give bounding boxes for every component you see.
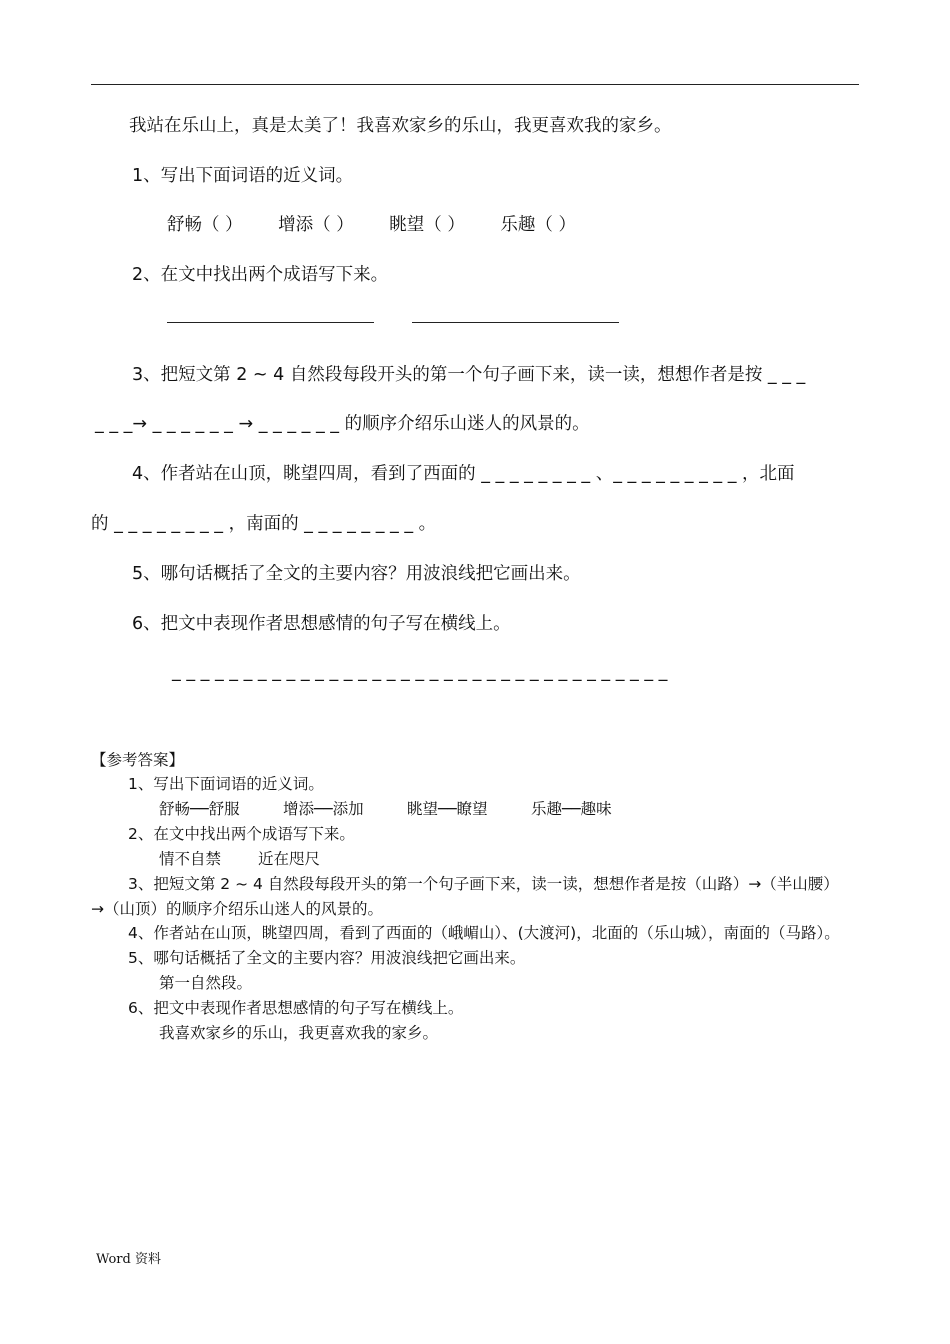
- answer-1-prompt: 1、写出下面词语的近义词。: [128, 775, 324, 793]
- answer-3-line-1: 3、把短文第 2 ~ 4 自然段每段开头的第一个句子画下来，读一读，想想作者是按（山路）→（半山腰）: [128, 875, 839, 893]
- question-4-line-1: 4、作者站在山顶，眺望四周，看到了西面的 _ _ _ _ _ _ _ _ 、_ _ _ _ _ _ _ _ _ ，北面: [132, 464, 795, 484]
- answer-6-text: 我喜欢家乡的乐山，我更喜欢我的家乡。: [159, 1024, 439, 1042]
- answer-3-line-2: →（山顶）的顺序介绍乐山迷人的风景的。: [91, 900, 383, 918]
- question-3-line-2: _ _ _→ _ _ _ _ _ _ → _ _ _ _ _ _ 的顺序介绍乐山迷人的风景的。: [95, 414, 590, 434]
- question-6-blank: _ _ _ _ _ _ _ _ _ _ _ _ _ _ _ _ _ _ _ _ _ _ _ _ _ _ _ _ _ _ _ _ _ _ _: [172, 662, 668, 682]
- word-blank: 增添（ ）: [278, 215, 354, 235]
- question-2: 2、在文中找出两个成语写下来。: [132, 265, 389, 285]
- word-blank: 舒畅（ ）: [167, 215, 243, 235]
- answer-6-prompt: 6、把文中表现作者思想感情的句子写在横线上。: [128, 999, 464, 1017]
- word-blank: 乐趣（ ）: [500, 215, 576, 235]
- question-6: 6、把文中表现作者思想感情的句子写在横线上。: [132, 614, 511, 634]
- answer-line-1: [167, 322, 374, 323]
- answer-1-item: 增添──添加: [283, 800, 364, 818]
- header-rule: [91, 84, 859, 85]
- passage-last-line: 我站在乐山上，真是太美了！我喜欢家乡的乐山，我更喜欢我的家乡。: [129, 116, 672, 136]
- word-blank: 眺望（ ）: [389, 215, 465, 235]
- answer-1-item: 舒畅──舒服: [159, 800, 240, 818]
- question-1-words: [167, 211, 606, 236]
- answer-2-prompt: 2、在文中找出两个成语写下来。: [128, 825, 355, 843]
- question-5: 5、哪句话概括了全文的主要内容？用波浪线把它画出来。: [132, 564, 581, 584]
- answer-5-text: 第一自然段。: [159, 974, 253, 992]
- answer-1-item: 眺望──瞭望: [407, 800, 488, 818]
- answer-2-item: 近在咫尺: [258, 850, 321, 868]
- question-4-line-2: 的 _ _ _ _ _ _ _ _ ，南面的 _ _ _ _ _ _ _ _ 。: [91, 514, 437, 534]
- answer-line-2: [412, 322, 619, 323]
- answer-2-item: 情不自禁: [159, 850, 222, 868]
- answers-heading: 【参考答案】: [91, 751, 185, 769]
- answer-1-item: 乐趣──趣味: [531, 800, 612, 818]
- answer-5-prompt: 5、哪句话概括了全文的主要内容？用波浪线把它画出来。: [128, 949, 526, 967]
- answer-4: 4、作者站在山顶，眺望四周，看到了西面的（峨嵋山）、(大渡河)，北面的（乐山城），南面的（马路）。: [128, 924, 840, 942]
- question-3-line-1: 3、把短文第 2 ~ 4 自然段每段开头的第一个句子画下来，读一读，想想作者是按 _ _ _: [132, 365, 806, 385]
- question-1: 1、写出下面词语的近义词。: [132, 166, 354, 186]
- footer-label: Word 资料: [96, 1252, 161, 1267]
